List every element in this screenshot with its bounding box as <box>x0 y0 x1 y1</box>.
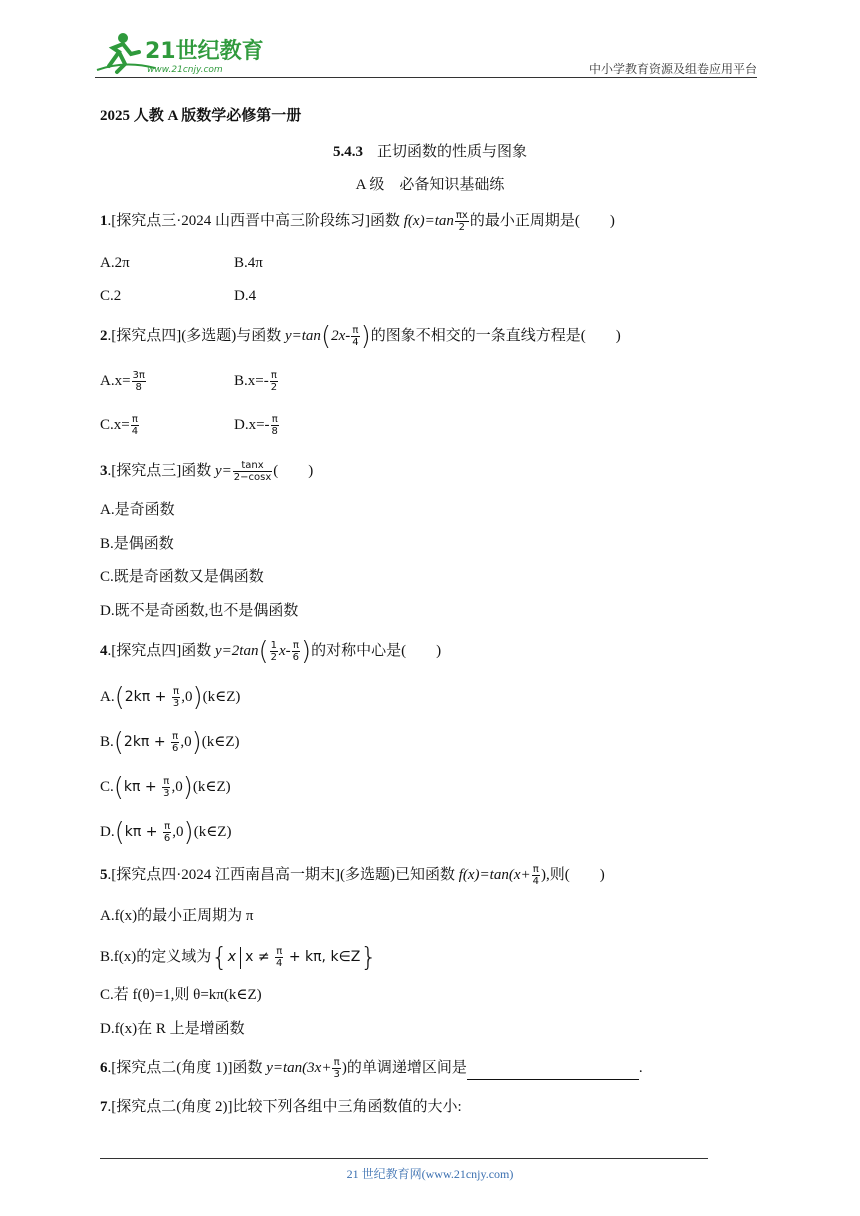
logo <box>95 30 265 76</box>
q5-option-a: A.f(x)的最小正周期为 π <box>100 908 254 924</box>
q4-option-a: A.(2kπ + $\frac{\pi}{3}$ ,0)(k∈Z) <box>100 682 241 713</box>
q3-option-c: C.既是奇函数又是偶函数 <box>100 569 264 585</box>
section-number: 5.4.3 <box>332 144 363 160</box>
question-1: 1.[探究点三·2024 山西晋中高三阶段练习]函数 f(x)=tan $\frac{\pi x}{2}$ 的最小正周期是( ) <box>100 210 615 233</box>
page-header <box>95 30 757 78</box>
book-title: 2025 人教 A 版数学必修第一册 <box>100 108 302 124</box>
question-5: 5.[探究点四·2024 江西南昌高一期末](多选题)已知函数 f(x)=tan(x+ $\frac{\pi}{4}$ ),则( ) <box>100 864 605 887</box>
footer-divider <box>100 1158 708 1159</box>
section-name: 正切函数的性质与图象 <box>376 144 527 160</box>
fraction: $\frac{\pi x}{2}$ <box>455 210 468 233</box>
q1-option-b: B.4π <box>234 255 263 271</box>
q4-option-b: B.(2kπ + $\frac{\pi}{6}$ ,0)(k∈Z) <box>100 727 240 758</box>
q4-option-c: C.(kπ + $\frac{\pi}{3}$ ,0)(k∈Z) <box>100 772 231 803</box>
header-tagline: 中小学教育资源及组卷应用平台 <box>588 62 757 76</box>
question-4: 4.[探究点四]函数 y=2tan( $\frac{1}{2}$ x- $\frac{\pi}{6}$ )的对称中心是( ) <box>100 636 442 667</box>
q2-option-b: B.x=- $\frac{\pi}{2}$ <box>234 370 278 393</box>
fraction: $\frac{\tan x}{2-\cos x}$ <box>233 460 272 483</box>
section-title <box>0 140 860 161</box>
q1-option-a: A.2π <box>100 255 130 271</box>
svg-text:www.21cnjy.com: www.21cnjy.com <box>147 65 223 75</box>
q4-option-d: D.(kπ + $\frac{\pi}{6}$ ,0)(k∈Z) <box>100 817 232 848</box>
question-2: 2.[探究点四](多选题)与函数 y=tan(2x- $\frac{\pi}{4}$ )的图象不相交的一条直线方程是( ) <box>100 321 621 352</box>
svg-text:21世纪教育: 21世纪教育 <box>145 39 264 64</box>
fraction: $\frac{\pi}{4}$ <box>352 325 359 348</box>
q3-option-b: B.是偶函数 <box>100 536 174 552</box>
q3-option-d: D.既不是奇函数,也不是偶函数 <box>100 603 299 619</box>
logo-runner-icon <box>95 30 265 76</box>
q2-option-d: D.x=- $\frac{\pi}{8}$ <box>234 414 278 437</box>
question-6: 6.[探究点二(角度 1)]函数 y=tan(3x+ $\frac{\pi}{3}$ )的单调递增区间是 . <box>100 1057 643 1080</box>
level-heading: A 级 必备知识基础练 <box>355 177 505 193</box>
question-7: 7.[探究点二(角度 2)]比较下列各组中三角函数值的大小: <box>100 1099 462 1115</box>
q5-option-c: C.若 f(θ)=1,则 θ=kπ(k∈Z) <box>100 987 262 1003</box>
answer-blank[interactable] <box>467 1063 639 1080</box>
q2-option-a: A.x= $\frac{3\pi}{8}$ <box>100 370 145 393</box>
q1-option-c: C.2 <box>100 288 122 304</box>
q1-option-d: D.4 <box>234 288 257 304</box>
q3-option-a: A.是奇函数 <box>100 502 175 518</box>
q2-option-c: C.x= $\frac{\pi}{4}$ <box>100 414 139 437</box>
q5-option-b: B.f(x)的定义域为{x x ≠ $\frac{\pi}{4}$ + kπ, k∈Z} <box>100 942 377 973</box>
header-divider <box>95 77 757 78</box>
question-3: 3.[探究点三]函数 y= $\frac{\tan x}{2-\cos x}$ ( ) <box>100 460 314 483</box>
q5-option-d: D.f(x)在 R 上是增函数 <box>100 1021 245 1037</box>
footer-text: 21 世纪教育网(www.21cnjy.com) <box>346 1167 514 1181</box>
